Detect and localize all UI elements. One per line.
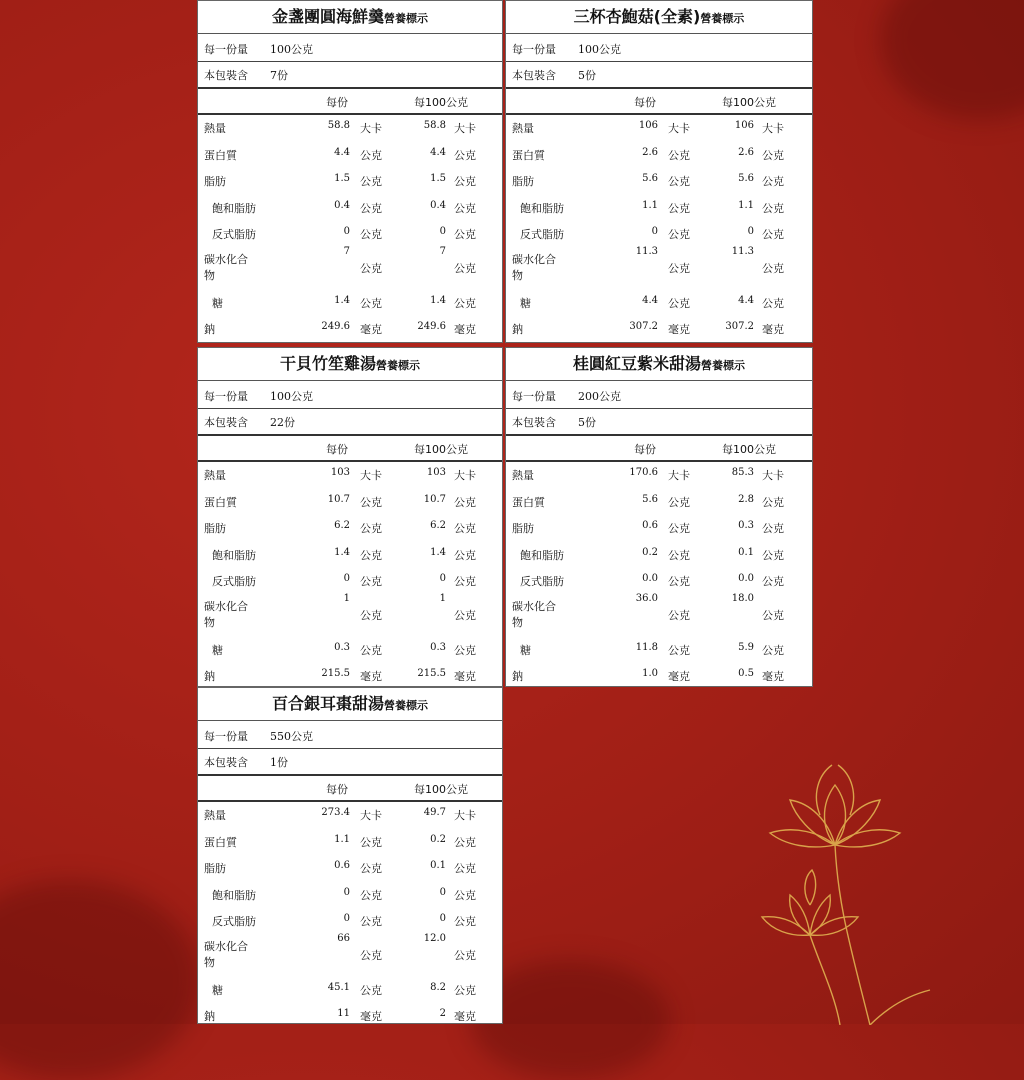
divider	[198, 434, 502, 436]
servings-value: 22份	[270, 416, 295, 429]
unit-label: 公克	[360, 949, 382, 962]
label-suffix: 營養標示	[701, 359, 745, 372]
unit-label: 公克	[454, 862, 476, 875]
unit-label: 公克	[762, 149, 784, 162]
nutrient-name: 熱量	[512, 122, 534, 135]
per-serving-value: 1.0	[642, 668, 658, 679]
unit-label: 公克	[762, 202, 784, 215]
panel-title	[198, 348, 502, 381]
per-100g-value: 106	[734, 120, 754, 131]
label-suffix: 營養標示	[700, 12, 745, 25]
product-name: 三杯杏鮑菇(全素)	[573, 7, 701, 26]
per-serving-value: 4.4	[334, 147, 350, 158]
per-100g-value: 5.6	[738, 173, 754, 184]
nutrient-name: 鈉	[204, 670, 215, 683]
per-serving-value: 11	[337, 1008, 350, 1019]
servings-value: 5份	[578, 69, 596, 82]
per-100g-value: 1.5	[430, 173, 446, 184]
per-serving-value: 0.0	[642, 573, 658, 584]
divider	[506, 113, 812, 115]
background-shadow	[880, 0, 1024, 120]
per-100g-value: 10.7	[423, 494, 446, 505]
per-100g-value: 2.8	[738, 494, 754, 505]
divider	[198, 113, 502, 115]
unit-label: 公克	[668, 522, 690, 535]
per-serving-value: 36.0	[635, 593, 658, 604]
unit-label: 公克	[360, 549, 382, 562]
per-serving-value: 0.3	[334, 642, 350, 653]
servings-label: 本包裝含	[204, 416, 248, 429]
per-100g-value: 0.3	[738, 520, 754, 531]
per-serving-value: 0	[343, 573, 350, 584]
per-serving-header: 每份	[634, 96, 656, 109]
per-100g-value: 0.5	[738, 668, 754, 679]
nutrition-panel	[505, 347, 813, 687]
per-serving-value: 0	[651, 226, 658, 237]
unit-label: 公克	[360, 228, 382, 241]
per-100g-value: 6.2	[430, 520, 446, 531]
per-100g-header: 每100公克	[414, 96, 468, 109]
per-100g-value: 4.4	[738, 295, 754, 306]
per-100g-value: 1.4	[430, 295, 446, 306]
nutrient-name: 熱量	[204, 809, 226, 822]
unit-label: 公克	[762, 297, 784, 310]
serving-size-value: 100公克	[270, 43, 313, 56]
unit-label: 公克	[454, 297, 476, 310]
panel-title	[198, 1, 502, 34]
unit-label: 毫克	[668, 323, 690, 336]
nutrient-name: 蛋白質	[512, 149, 545, 162]
unit-label: 公克	[454, 202, 476, 215]
nutrient-name: 反式脂肪	[520, 228, 564, 241]
per-serving-value: 106	[638, 120, 658, 131]
label-suffix: 營養標示	[384, 699, 428, 712]
nutrition-panel	[197, 347, 503, 687]
per-100g-value: 0.2	[430, 834, 446, 845]
unit-label: 公克	[454, 644, 476, 657]
per-serving-value: 4.4	[642, 295, 658, 306]
unit-label: 毫克	[668, 670, 690, 683]
serving-size-label: 每一份量	[204, 730, 248, 743]
unit-label: 公克	[360, 522, 382, 535]
per-serving-value: 0.4	[334, 200, 350, 211]
unit-label: 大卡	[762, 122, 784, 135]
unit-label: 公克	[360, 297, 382, 310]
nutrient-name: 蛋白質	[204, 836, 237, 849]
unit-label: 毫克	[360, 323, 382, 336]
divider	[506, 408, 812, 409]
nutrient-name: 飽和脂肪	[212, 889, 256, 902]
nutrient-name: 糖	[212, 297, 223, 310]
per-100g-header: 每100公克	[414, 443, 468, 456]
per-100g-value: 0.1	[738, 547, 754, 558]
product-name: 桂圓紅豆紫米甜湯	[572, 354, 701, 373]
per-serving-value: 249.6	[321, 321, 350, 332]
unit-label: 公克	[360, 609, 382, 622]
serving-size-value: 550公克	[270, 730, 313, 743]
servings-value: 7份	[270, 69, 288, 82]
unit-label: 公克	[668, 609, 690, 622]
per-serving-value: 1.5	[334, 173, 350, 184]
per-100g-value: 0.3	[430, 642, 446, 653]
label-suffix: 營養標示	[376, 359, 420, 372]
nutrient-name: 脂肪	[512, 522, 534, 535]
unit-label: 大卡	[668, 469, 690, 482]
unit-label: 公克	[360, 644, 382, 657]
unit-label: 公克	[360, 862, 382, 875]
per-100g-value: 1.4	[430, 547, 446, 558]
per-serving-value: 0	[343, 913, 350, 924]
unit-label: 公克	[454, 262, 476, 275]
serving-size-label: 每一份量	[204, 43, 248, 56]
per-100g-value: 2.6	[738, 147, 754, 158]
nutrient-name: 碳水化合物	[204, 940, 248, 969]
unit-label: 公克	[454, 575, 476, 588]
unit-label: 公克	[762, 262, 784, 275]
serving-size-label: 每一份量	[204, 390, 248, 403]
nutrient-name: 鈉	[512, 323, 523, 336]
unit-label: 公克	[454, 549, 476, 562]
nutrient-name: 飽和脂肪	[212, 202, 256, 215]
unit-label: 公克	[360, 175, 382, 188]
servings-value: 1份	[270, 756, 288, 769]
unit-label: 公克	[762, 575, 784, 588]
per-serving-value: 273.4	[321, 807, 350, 818]
unit-label: 公克	[668, 297, 690, 310]
per-100g-value: 103	[426, 467, 446, 478]
unit-label: 公克	[360, 889, 382, 902]
per-100g-value: 8.2	[430, 982, 446, 993]
per-100g-value: 4.4	[430, 147, 446, 158]
nutrient-name: 蛋白質	[512, 496, 545, 509]
unit-label: 公克	[360, 836, 382, 849]
divider	[198, 748, 502, 749]
per-100g-value: 215.5	[417, 668, 446, 679]
unit-label: 公克	[668, 149, 690, 162]
per-100g-value: 0	[439, 226, 446, 237]
nutrient-name: 熱量	[204, 122, 226, 135]
per-100g-value: 7	[439, 246, 446, 257]
unit-label: 公克	[762, 175, 784, 188]
unit-label: 公克	[762, 496, 784, 509]
unit-label: 公克	[668, 644, 690, 657]
serving-size-value: 100公克	[270, 390, 313, 403]
unit-label: 公克	[360, 149, 382, 162]
per-serving-value: 6.2	[334, 520, 350, 531]
panel-title	[198, 688, 502, 721]
nutrient-name: 反式脂肪	[212, 915, 256, 928]
per-serving-header: 每份	[326, 443, 348, 456]
unit-label: 大卡	[360, 122, 382, 135]
nutrient-name: 飽和脂肪	[520, 202, 564, 215]
unit-label: 公克	[360, 262, 382, 275]
unit-label: 毫克	[360, 670, 382, 683]
unit-label: 公克	[454, 984, 476, 997]
unit-label: 毫克	[454, 1010, 476, 1023]
unit-label: 毫克	[762, 670, 784, 683]
divider	[198, 460, 502, 462]
per-100g-value: 85.3	[731, 467, 754, 478]
unit-label: 公克	[762, 549, 784, 562]
unit-label: 公克	[360, 496, 382, 509]
per-100g-value: 0	[439, 913, 446, 924]
nutrient-name: 碳水化合物	[204, 600, 248, 629]
per-serving-value: 58.8	[327, 120, 350, 131]
unit-label: 大卡	[454, 469, 476, 482]
unit-label: 公克	[668, 549, 690, 562]
nutrient-name: 脂肪	[204, 522, 226, 535]
per-serving-value: 170.6	[629, 467, 658, 478]
servings-label: 本包裝含	[204, 756, 248, 769]
panel-title	[506, 348, 812, 381]
unit-label: 公克	[762, 228, 784, 241]
nutrient-name: 碳水化合物	[512, 600, 556, 629]
per-serving-value: 7	[343, 246, 350, 257]
nutrient-name: 糖	[212, 984, 223, 997]
per-100g-value: 11.3	[731, 246, 754, 257]
nutrient-name: 糖	[520, 297, 531, 310]
per-serving-value: 45.1	[327, 982, 350, 993]
unit-label: 公克	[454, 949, 476, 962]
unit-label: 大卡	[454, 809, 476, 822]
unit-label: 公克	[762, 644, 784, 657]
divider	[506, 61, 812, 62]
nutrient-name: 蛋白質	[204, 496, 237, 509]
unit-label: 公克	[762, 609, 784, 622]
per-100g-value: 2	[439, 1008, 446, 1019]
per-serving-value: 2.6	[642, 147, 658, 158]
label-suffix: 營養標示	[384, 12, 428, 25]
per-serving-value: 215.5	[321, 668, 350, 679]
nutrient-name: 碳水化合物	[512, 253, 556, 282]
per-serving-value: 11.3	[635, 246, 658, 257]
serving-size-label: 每一份量	[512, 390, 556, 403]
divider	[198, 87, 502, 89]
per-100g-header: 每100公克	[722, 96, 776, 109]
nutrient-name: 鈉	[204, 1010, 215, 1023]
unit-label: 公克	[360, 984, 382, 997]
product-name: 百合銀耳棗甜湯	[271, 694, 384, 713]
unit-label: 公克	[360, 202, 382, 215]
servings-label: 本包裝含	[512, 69, 556, 82]
per-serving-value: 103	[330, 467, 350, 478]
nutrient-name: 糖	[520, 644, 531, 657]
per-serving-value: 1.1	[642, 200, 658, 211]
nutrition-panel	[197, 687, 503, 1024]
per-100g-value: 49.7	[423, 807, 446, 818]
per-serving-header: 每份	[634, 443, 656, 456]
per-serving-value: 1.4	[334, 295, 350, 306]
per-100g-value: 0	[747, 226, 754, 237]
divider	[198, 408, 502, 409]
nutrient-name: 鈉	[512, 670, 523, 683]
unit-label: 公克	[668, 575, 690, 588]
nutrient-name: 反式脂肪	[212, 575, 256, 588]
per-100g-value: 0	[439, 573, 446, 584]
unit-label: 公克	[668, 228, 690, 241]
nutrient-name: 脂肪	[204, 175, 226, 188]
unit-label: 大卡	[360, 469, 382, 482]
nutrient-name: 蛋白質	[204, 149, 237, 162]
per-100g-value: 5.9	[738, 642, 754, 653]
unit-label: 毫克	[454, 670, 476, 683]
unit-label: 公克	[454, 228, 476, 241]
per-serving-value: 0	[343, 226, 350, 237]
nutrient-name: 脂肪	[512, 175, 534, 188]
per-serving-value: 1.4	[334, 547, 350, 558]
unit-label: 大卡	[668, 122, 690, 135]
per-serving-value: 5.6	[642, 494, 658, 505]
per-100g-value: 307.2	[725, 321, 754, 332]
per-100g-value: 12.0	[423, 933, 446, 944]
per-100g-value: 58.8	[423, 120, 446, 131]
per-100g-header: 每100公克	[414, 783, 468, 796]
unit-label: 公克	[454, 836, 476, 849]
divider	[198, 800, 502, 802]
nutrient-name: 鈉	[204, 323, 215, 336]
per-100g-value: 1.1	[738, 200, 754, 211]
unit-label: 公克	[454, 889, 476, 902]
divider	[506, 87, 812, 89]
product-name: 干貝竹笙雞湯	[279, 354, 376, 373]
per-serving-value: 1.1	[334, 834, 350, 845]
per-serving-value: 307.2	[629, 321, 658, 332]
unit-label: 公克	[668, 496, 690, 509]
per-serving-value: 66	[337, 933, 350, 944]
unit-label: 大卡	[360, 809, 382, 822]
background-shadow	[0, 880, 200, 1080]
unit-label: 毫克	[762, 323, 784, 336]
per-100g-value: 249.6	[417, 321, 446, 332]
per-serving-value: 0.6	[334, 860, 350, 871]
per-100g-value: 0	[439, 887, 446, 898]
nutrient-name: 糖	[212, 644, 223, 657]
servings-value: 5份	[578, 416, 596, 429]
unit-label: 公克	[454, 496, 476, 509]
unit-label: 公克	[454, 149, 476, 162]
unit-label: 公克	[360, 575, 382, 588]
per-100g-value: 0.1	[430, 860, 446, 871]
serving-size-value: 100公克	[578, 43, 621, 56]
unit-label: 大卡	[762, 469, 784, 482]
divider	[506, 434, 812, 436]
nutrient-name: 碳水化合物	[204, 253, 248, 282]
per-serving-value: 0.2	[642, 547, 658, 558]
per-100g-value: 18.0	[731, 593, 754, 604]
unit-label: 公克	[668, 202, 690, 215]
unit-label: 公克	[454, 522, 476, 535]
unit-label: 公克	[454, 915, 476, 928]
servings-label: 本包裝含	[512, 416, 556, 429]
nutrient-name: 反式脂肪	[520, 575, 564, 588]
per-serving-header: 每份	[326, 96, 348, 109]
per-serving-value: 10.7	[327, 494, 350, 505]
unit-label: 公克	[360, 915, 382, 928]
panel-title	[506, 1, 812, 34]
servings-label: 本包裝含	[204, 69, 248, 82]
per-100g-header: 每100公克	[722, 443, 776, 456]
per-serving-value: 11.8	[635, 642, 658, 653]
nutrient-name: 飽和脂肪	[520, 549, 564, 562]
divider	[198, 774, 502, 776]
lotus-flower-icon	[740, 745, 940, 1025]
unit-label: 毫克	[360, 1010, 382, 1023]
unit-label: 公克	[668, 262, 690, 275]
nutrient-name: 熱量	[204, 469, 226, 482]
nutrition-panel	[197, 0, 503, 343]
unit-label: 公克	[762, 522, 784, 535]
serving-size-value: 200公克	[578, 390, 621, 403]
per-100g-value: 1	[439, 593, 446, 604]
per-100g-value: 0.4	[430, 200, 446, 211]
nutrient-name: 熱量	[512, 469, 534, 482]
unit-label: 公克	[454, 175, 476, 188]
product-name: 金盞團圓海鮮羹	[271, 7, 384, 26]
per-serving-value: 5.6	[642, 173, 658, 184]
per-serving-value: 1	[343, 593, 350, 604]
unit-label: 公克	[668, 175, 690, 188]
nutrient-name: 飽和脂肪	[212, 549, 256, 562]
per-serving-value: 0	[343, 887, 350, 898]
unit-label: 毫克	[454, 323, 476, 336]
serving-size-label: 每一份量	[512, 43, 556, 56]
nutrition-panel	[505, 0, 813, 343]
per-serving-value: 0.6	[642, 520, 658, 531]
nutrient-name: 反式脂肪	[212, 228, 256, 241]
unit-label: 大卡	[454, 122, 476, 135]
divider	[198, 61, 502, 62]
per-100g-value: 0.0	[738, 573, 754, 584]
unit-label: 公克	[454, 609, 476, 622]
per-serving-header: 每份	[326, 783, 348, 796]
nutrient-name: 脂肪	[204, 862, 226, 875]
divider	[506, 460, 812, 462]
